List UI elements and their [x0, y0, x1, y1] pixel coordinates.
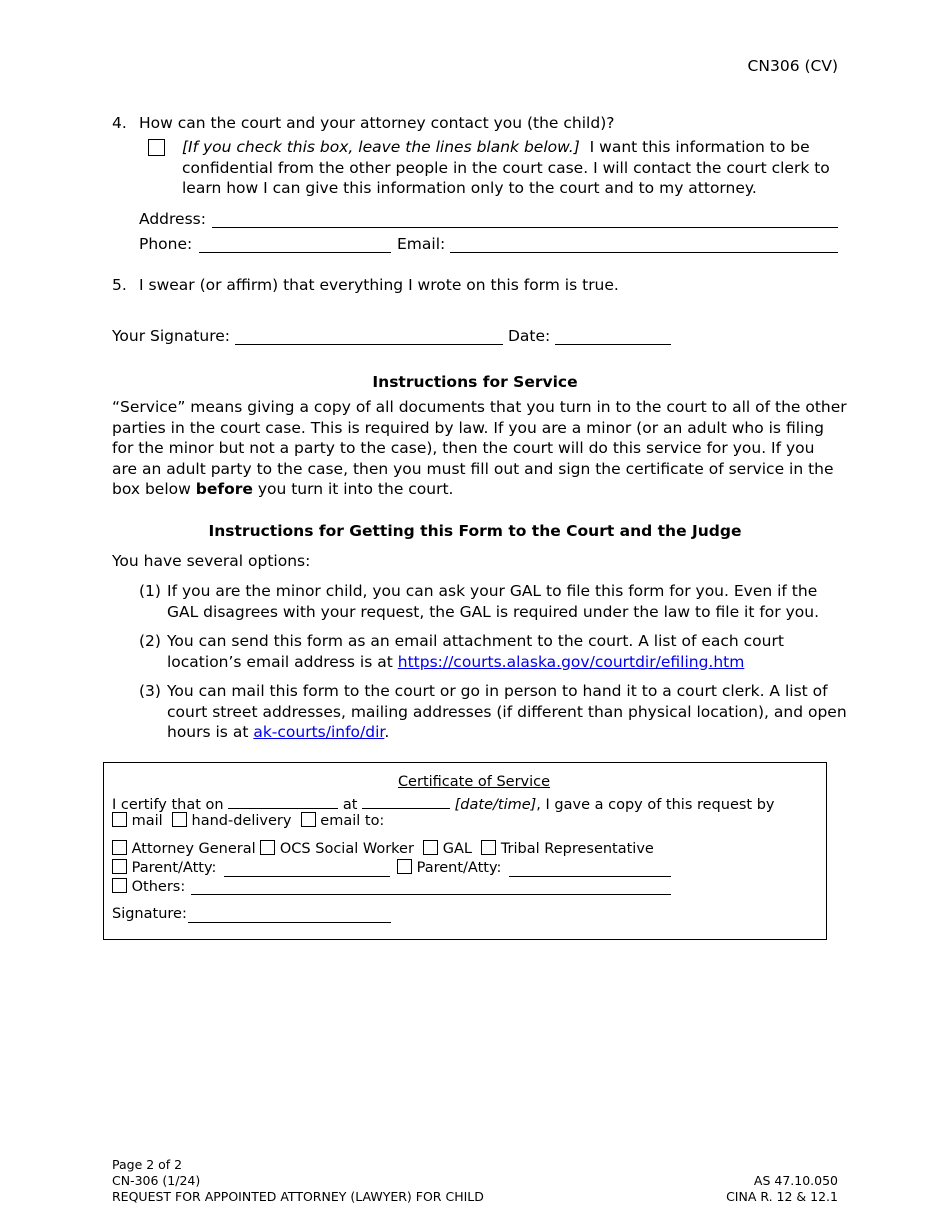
option1-number: (1)	[139, 582, 161, 600]
email-to-checkbox[interactable]	[301, 812, 316, 827]
address-field[interactable]	[212, 212, 838, 228]
hand-delivery-checkbox[interactable]	[172, 812, 187, 827]
parent-atty-1-checkbox[interactable]	[112, 859, 127, 874]
option1-text	[167, 581, 819, 622]
certify-date-field[interactable]	[228, 793, 338, 809]
gal-label: GAL	[442, 841, 472, 857]
statute-reference: AS 47.10.050	[753, 1173, 838, 1188]
parent-row	[112, 859, 216, 876]
tribal-representative-label: Tribal Representative	[500, 841, 654, 857]
attorney-general-label: Attorney General	[131, 841, 256, 857]
parent-row-2	[397, 859, 501, 876]
confidential-line3: learn how I can give this information only to the court and to my attorney.	[182, 179, 757, 197]
option2-text	[167, 631, 784, 672]
date-field[interactable]	[555, 329, 671, 345]
ocs-social-worker-label: OCS Social Worker	[279, 841, 414, 857]
ocs-social-worker-checkbox[interactable]	[260, 840, 275, 855]
confidential-line2: confidential from the other people in the court case. I will contact the court clerk to	[182, 158, 830, 177]
option1-line2: GAL disagrees with your request, the GAL is required under the law to file it for you.	[167, 602, 819, 621]
datetime-label: [date/time]	[454, 797, 537, 813]
certify-time-field[interactable]	[362, 793, 450, 809]
confidential-note: [If you check this box, leave the lines blank below.]	[182, 138, 580, 156]
parent-atty-2-label: Parent/Atty:	[416, 860, 502, 876]
parent-atty-2-checkbox[interactable]	[397, 859, 412, 874]
phone-field[interactable]	[199, 237, 391, 253]
service-heading: Instructions for Service	[372, 373, 578, 391]
option2-line2: location’s email address is at	[167, 652, 393, 671]
form-title: REQUEST FOR APPOINTED ATTORNEY (LAWYER) FOR CHILD	[112, 1189, 484, 1204]
service-paragraph	[112, 397, 847, 500]
signature-field[interactable]	[235, 329, 503, 345]
certify-row	[112, 793, 775, 813]
service-line1: “Service” means giving a copy of all documents that you turn in to the court to all of the other	[112, 398, 847, 416]
attorney-general-checkbox[interactable]	[112, 840, 127, 855]
tribal-representative-checkbox[interactable]	[481, 840, 496, 855]
getting-heading: Instructions for Getting this Form to the Court and the Judge	[208, 522, 742, 540]
option3-number: (3)	[139, 682, 161, 700]
q4-question: How can the court and your attorney contact you (the child)?	[139, 114, 615, 132]
option3-line2: court street addresses, mailing addresses (if different than physical location), and open	[167, 702, 847, 721]
gave-copy-label: , I gave a copy of this request by	[536, 797, 775, 813]
court-directory-link[interactable]: ak-courts/info/dir	[253, 723, 385, 741]
parent-atty-1-label: Parent/Atty:	[131, 860, 217, 876]
mail-checkbox[interactable]	[112, 812, 127, 827]
address-label: Address:	[139, 210, 206, 228]
delivery-method-row	[112, 812, 384, 829]
at-label: at	[342, 797, 358, 813]
option3-text	[167, 681, 847, 743]
option2-number: (2)	[139, 632, 161, 650]
service-line2: parties in the court case. This is required by law. If you are a minor (or an adult who is filing	[112, 418, 824, 437]
others-field[interactable]	[191, 879, 671, 895]
others-checkbox[interactable]	[112, 878, 127, 893]
service-line5-end: you turn it into the court.	[257, 480, 454, 498]
q5-text: I swear (or affirm) that everything I wrote on this form is true.	[139, 276, 619, 294]
email-label: Email:	[397, 235, 446, 253]
cert-signature-label: Signature:	[112, 906, 187, 922]
email-to-label: email to:	[320, 813, 385, 829]
option3-line3: hours is at	[167, 723, 249, 741]
service-before: before	[195, 480, 253, 498]
phone-label: Phone:	[139, 235, 193, 253]
others-row	[112, 878, 185, 895]
gal-checkbox[interactable]	[423, 840, 438, 855]
others-label: Others:	[131, 879, 186, 895]
signature-label: Your Signature:	[112, 327, 231, 345]
service-line3: for the minor but not a party to the case), then the court will do this service for you. If you	[112, 439, 815, 457]
page-number: Page 2 of 2	[112, 1157, 183, 1172]
rule-reference: CINA R. 12 & 12.1	[726, 1189, 838, 1204]
certify-label: I certify that on	[112, 797, 224, 813]
confidential-line1: I want this information to be	[589, 138, 810, 156]
service-line4: are an adult party to the case, then you must fill out and sign the certificate of service in the	[112, 459, 834, 478]
efiling-link[interactable]: https://courts.alaska.gov/courtdir/efiling.htm	[397, 652, 745, 671]
confidential-checkbox[interactable]	[148, 139, 165, 156]
option3-line1: You can mail this form to the court or go in person to hand it to a court clerk. A list of	[167, 682, 828, 700]
service-line5-start: box below	[112, 480, 191, 498]
certificate-of-service-box	[103, 762, 827, 940]
cert-signature-field[interactable]	[188, 907, 391, 923]
parent-atty-1-field[interactable]	[224, 861, 390, 877]
email-field[interactable]	[450, 237, 838, 253]
hand-delivery-label: hand-delivery	[191, 813, 292, 829]
confidential-text	[182, 137, 830, 199]
recipients-row	[112, 840, 654, 857]
option1-line1: If you are the minor child, you can ask your GAL to file this form for you. Even if the	[167, 582, 818, 600]
parent-atty-2-field[interactable]	[509, 861, 671, 877]
option3-end: .	[384, 723, 390, 741]
q4-number: 4.	[112, 114, 127, 132]
certificate-title: Certificate of Service	[397, 774, 551, 790]
footer-right	[726, 1173, 838, 1205]
form-code: CN306 (CV)	[747, 57, 838, 75]
footer-left	[112, 1157, 484, 1205]
mail-label: mail	[131, 813, 163, 829]
date-label: Date:	[508, 327, 551, 345]
form-number: CN-306 (1/24)	[112, 1173, 201, 1188]
getting-intro: You have several options:	[112, 552, 311, 570]
option2-line1: You can send this form as an email attachment to the court. A list of each court	[167, 632, 784, 650]
q5-number: 5.	[112, 276, 127, 294]
